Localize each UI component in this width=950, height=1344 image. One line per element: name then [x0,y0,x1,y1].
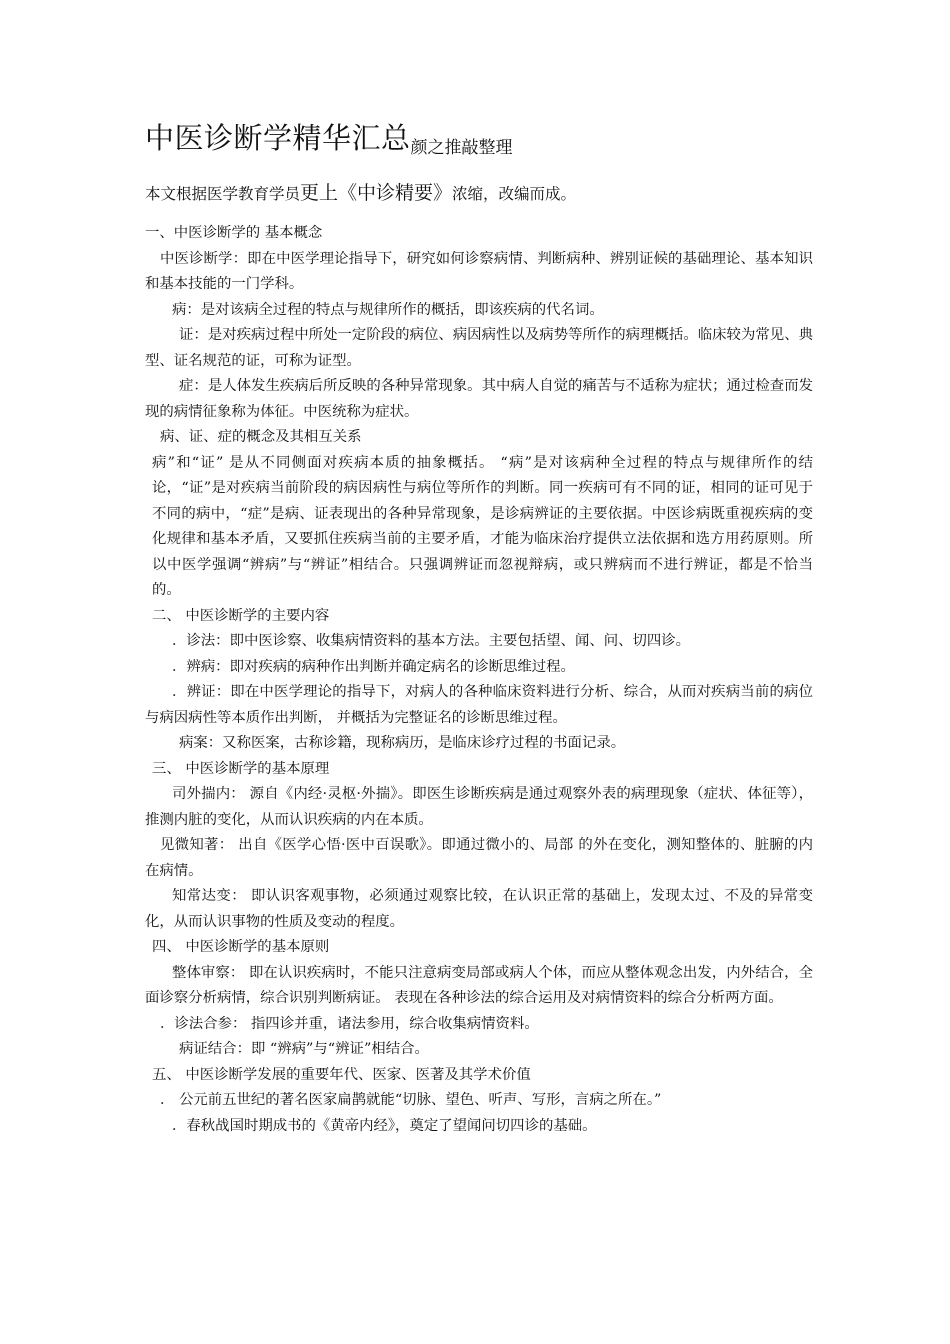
body-paragraph: ． 公元前五世纪的著名医家扁鹊就能“切脉、望色、听声、写形，言病之所在。” [160,1092,662,1108]
intro-line [145,178,576,205]
section-heading: 一、中医诊断学的 基本概念 [145,225,323,241]
body-paragraph: ．诊法：即中医诊察、收集病情资料的基本方法。主要包括望、闻、问、切四诊。 [172,633,691,649]
section-heading: 四、 中医诊断学的基本原则 [152,939,330,955]
body-paragraph: 知常达变： 即认识客观事物，必须通过观察比较，在认识正常的基础上，发现太过、不及的异常变化，从而认识事物的性质及变动的程度。 [145,888,813,930]
section-heading: 五、 中医诊断学发展的重要年代、医家、医著及其学术价值 [152,1066,531,1083]
document-body [145,221,813,1139]
section-heading: 病、证、症的概念及其相互关系 [160,429,362,445]
section-heading: 三、 中医诊断学的基本原理 [152,760,330,777]
document-title [145,116,513,157]
body-paragraph: ．辨病：即对疾病的病种作出判断并确定病名的诊断思维过程。 [172,658,575,675]
body-paragraph: 见微知著： 出自《医学心悟·医中百误歌》。即通过微小的、局部 的外在变化，测知整体的、脏腑的内在病情。 [145,837,813,879]
body-paragraph: 病：是对该病全过程的特点与规律所作的概括，即该疾病的代名词。 [172,301,604,318]
section-heading: 二、 中医诊断学的主要内容 [152,607,330,624]
body-paragraph: 病”和“证” 是从不同侧面对疾病本质的抽象概括。 “病”是对该病种全过程的特点与规律所作的结论，“证”是对疾病当前阶段的病因病性与病位等所作的判断。同一疾病可有不同的证，相同的证可见于不同的病中，“症”是病、证表现出的各种异常现象，是诊病辨证的主要依据。中医诊病既重视疾病的变化规律和基本矛盾，又要抓住疾病当前的主要矛盾，才能为临床治疗提供立法依据和选方用药原则。所以中医学强调“辨病”与“辨证”相结合。只强调辨证而忽视辩病，或只辨病而不进行辨证，都是不恰当的。 [152,454,813,598]
body-paragraph: ．春秋战国时期成书的《黄帝内经》，奠定了望闻问切四诊的基础。 [172,1117,597,1134]
intro-book-title: 更上《中诊精要》 [300,182,453,204]
intro-suffix: 浓缩，改编而成。 [452,185,577,203]
body-paragraph: 症：是人体发生疾病后所反映的各种异常现象。其中病人自觉的痛苦与不适称为症状；通过检查而发现的病情征象称为体征。中医统称为症状。 [145,378,813,420]
body-paragraph: 中医诊断学：即在中医学理论指导下，研究如何诊察病情、判断病种、辨别证候的基础理论、基本知识和基本技能的一门学科。 [145,250,813,292]
body-paragraph: ．辨证：即在中医学理论的指导下，对病人的各种临床资料进行分析、综合，从而对疾病当前的病位与病因病性等本质作出判断， 并概括为完整证名的诊断思维过程。 [145,684,813,726]
body-paragraph: 病案：又称医案，古称诊籍，现称病历，是临床诊疗过程的书面记录。 [179,735,626,751]
title-main: 中医诊断学精华汇总 [145,121,411,155]
body-paragraph: 病证结合：即 “辨病”与“辨证”相结合。 [179,1041,429,1057]
intro-prefix: 本文根据医学教育学员 [145,185,301,203]
body-paragraph: 司外揣内： 源自《内经·灵枢·外揣》。即医生诊断疾病是通过观察外表的病理现象（症状、体征等），推测内脏的变化，从而认识疾病的内在本质。 [145,786,813,828]
title-subtitle: 颜之推敲整理 [410,138,513,158]
body-paragraph: 证：是对疾病过程中所处一定阶段的病位、病因病性以及病势等所作的病理概括。临床较为常见、典型、证名规范的证，可称为证型。 [145,327,813,369]
body-paragraph: 整体审察： 即在认识疾病时，不能只注意病变局部或病人个体，而应从整体观念出发，内外结合，全面诊察分析病情，综合识别判断病证。 表现在各种诊法的综合运用及对病情资料的综合分析两方面。 [145,964,813,1006]
body-paragraph: ．诊法合参： 指四诊并重，诸法参用，综合收集病情资料。 [160,1015,539,1032]
